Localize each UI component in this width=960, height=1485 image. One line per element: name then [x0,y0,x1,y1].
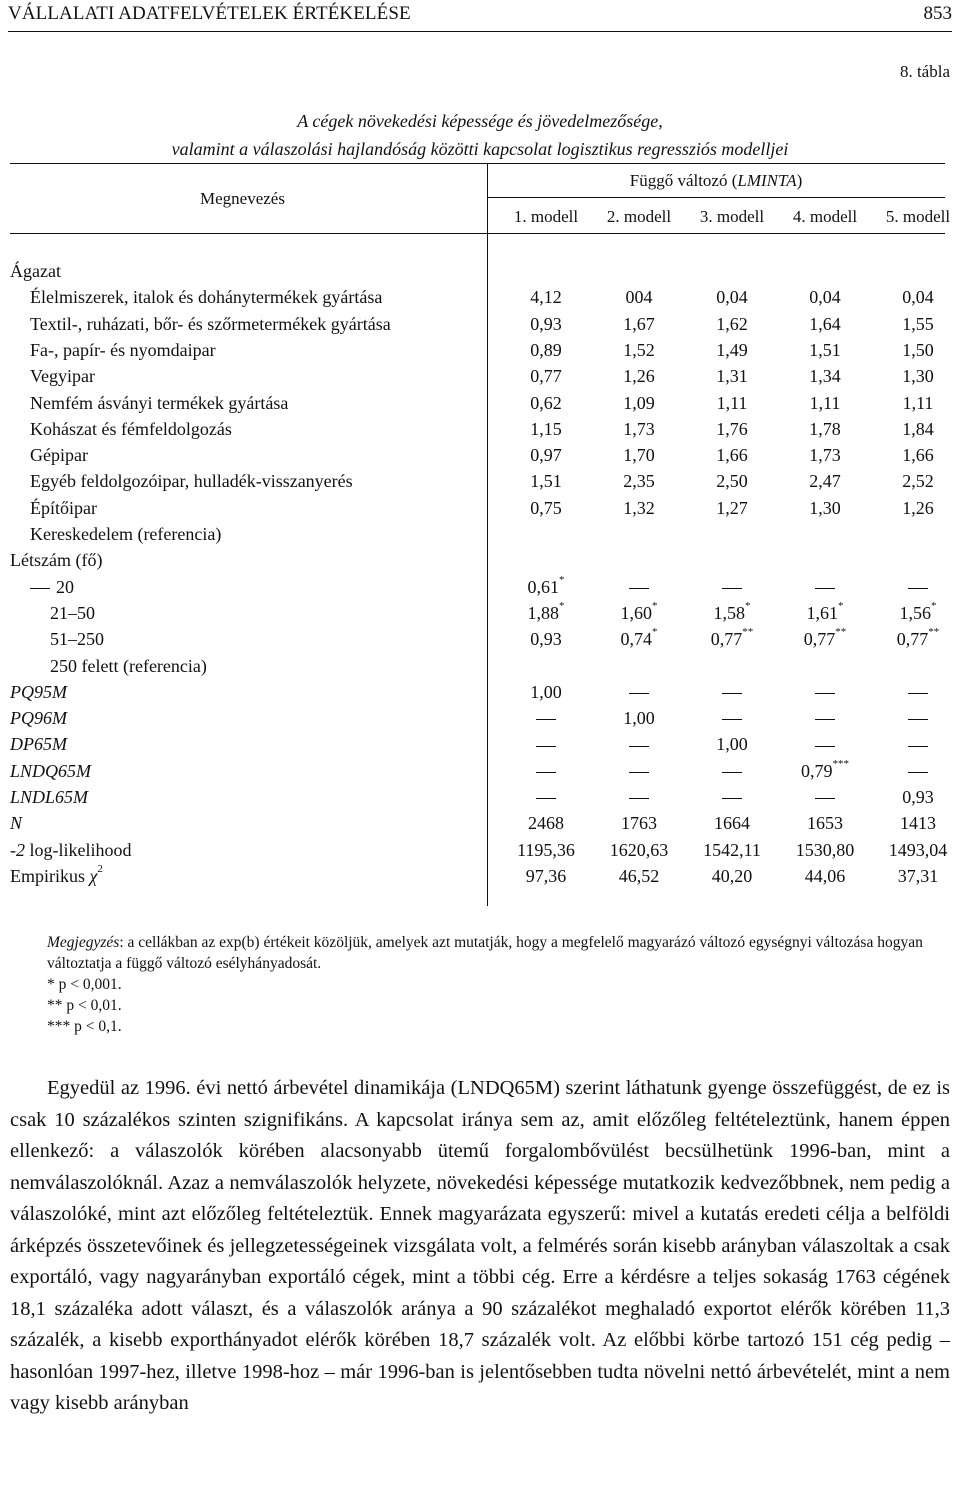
empty-dash [815,746,835,747]
table-cell: 1,67 [623,313,655,334]
row-label: Ágazat [10,261,61,281]
row-label: -2 log-likelihood [10,839,132,860]
table-cell: 1,34 [809,366,841,387]
empty-dash [629,693,649,694]
row-label: 20 [30,576,74,598]
table-caption-line-2: valamint a válaszolási hajlandóság közötti kapcsolat logisztikus regressziós modelljei [171,139,789,159]
empty-dash [815,588,835,589]
table-note [10,932,945,1037]
header-bottom-rule [10,233,945,234]
table-cell: 2,50 [716,471,748,492]
table-cell: 1,00 [716,734,748,755]
table-cell: 1,30 [809,497,841,518]
empty-dash [908,588,928,589]
row-label: Nemfém ásványi termékek gyártása [30,392,289,413]
table-cell: 2468 [528,813,564,834]
row-label: LNDL65M [10,787,89,807]
table-cell: 0,93 [530,629,562,650]
table-cell: 1,70 [623,445,655,466]
running-title: VÁLLALATI ADATFELVÉTELEK ÉRTÉKELÉSE [8,3,411,24]
header-rule [8,31,952,32]
empty-dash [908,746,928,747]
table-cell [780,733,870,755]
table-cell [594,576,684,598]
row-label: PQ96M [10,708,67,729]
table-cell: 1,56* [899,599,937,623]
table-cell: 1664 [714,813,750,834]
table-cell: 44,06 [804,865,846,886]
empty-dash [536,798,556,799]
table-cell [501,786,591,808]
table-cell: 37,31 [897,865,939,886]
table-cell: 1,52 [623,339,655,360]
table-cell [873,707,960,729]
model-header-1: 1. modell [513,207,579,226]
table-cell: 1,31 [716,366,748,387]
significance-level-3: *** p < 0,1. [47,1018,122,1035]
table-cell [873,760,960,782]
row-label: Textil-, ruházati, bőr- és szőrmetermékek gyártása [30,313,391,334]
empty-dash [629,588,649,589]
row-label: Élelmiszerek, italok és dohánytermékek gyártása [30,287,383,308]
row-label: Vegyipar [30,366,95,387]
table-cell: 0,62 [530,392,562,413]
table-label: 8. tábla [899,62,950,81]
table-cell: 1,11 [716,392,748,413]
table-cell: 46,52 [618,865,660,886]
body-paragraph: Egyedül az 1996. évi nettó árbevétel dinamikája (LNDQ65M) szerint láthatunk gyenge összefüggést, de ez is csak 10 százalékos szinten szignifikáns. A kapcsolat iránya sem az, amit előzőleg feltételeztünk, hanem éppen ellenkező: a válaszolók körében alacsonyabb ütemű forgalombővülést becsülhetünk 1996-ban, mint a nemválaszolóknál. Azaz a nemválaszolók helyzete, növekedési képessége mutatkozik kedvezőbbnek, nem pedig a válaszolóké, mint azt előzőleg feltételeztük. Ennek magyarázata egyszerű: mivel a kutatás eredeti célja a belföldi árképzés összetevőinek és jellegzetességeinek vizsgálata volt, a felmérés során kisebb arányban válaszoltak a csak exportáló, vagy nagyarányban exportáló cégek, mint a többi cég. Erre a kérdésre a teljes sokaság 1763 cégének 18,1 százaléka adott választ, és a válaszolók aránya a 90 százalékot meghaladó exportot elérők körében 11,3 százalék, a kisebb exporthányadot elérők körében 18,7 százalék volt. Az előbbi körbe tartozó 151 cég pedig – hasonlóan 1997-hez, illetve 1998-hoz – már 1996-ban is jelentősebben tudta növelni nettó árbevételét, mint a nem vagy kisebb arányban [10,1077,950,1414]
table-cell [501,733,591,755]
table-cell [780,707,870,729]
table-cell: 1,51 [809,339,841,360]
table-cell: 1,76 [716,418,748,439]
empty-dash [722,693,742,694]
table-cell: 1,66 [716,445,748,466]
table-cell [594,760,684,782]
table-cell: 1,30 [902,366,934,387]
table-cell [501,707,591,729]
table-cell: 1,51 [530,471,562,492]
empty-dash [722,772,742,773]
row-label: 21–50 [50,602,95,623]
table-cell: 1,26 [902,497,934,518]
table-cell: 1,00 [623,708,655,729]
table-top-rule [10,163,945,164]
table-cell: 0,61* [527,573,565,597]
table-cell: 1,73 [623,418,655,439]
model-header-2: 2. modell [606,207,672,226]
table-cell: 1,61* [806,599,844,623]
table-cell: 1530,80 [795,839,855,860]
table-cell: 0,74* [620,626,658,650]
row-label: DP65M [10,734,67,755]
table-cell [780,576,870,598]
table-cell: 1620,63 [609,839,669,860]
column-separator [487,163,488,906]
empty-dash [629,746,649,747]
table-cell: 1,55 [902,313,934,334]
empty-dash [536,746,556,747]
row-label: Gépipar [30,445,88,466]
table-cell: 1542,11 [703,839,761,860]
table-cell: 1,09 [623,392,655,413]
empty-dash [815,719,835,720]
body-text [10,1073,950,1420]
dependent-var-rule [487,197,945,198]
row-label: Kohászat és fémfeldolgozás [30,418,232,439]
table-cell: 1,32 [623,497,655,518]
row-label: 51–250 [50,629,104,650]
running-header [8,0,952,30]
table-cell: 0,04 [809,287,841,308]
table-cell: 0,77** [710,626,754,650]
table-cell: 0,04 [716,287,748,308]
table-cell: 2,47 [809,471,841,492]
table-cell: 1,64 [809,313,841,334]
page-number: 853 [923,3,952,24]
table-cell: 1,49 [716,339,748,360]
empty-dash [722,798,742,799]
table-cell: 1,00 [530,681,562,702]
table-cell: 1,26 [623,366,655,387]
empty-dash [722,588,742,589]
table-cell: 0,93 [902,787,934,807]
table-cell [687,681,777,703]
table-cell [873,576,960,598]
row-label: Egyéb feldolgozóipar, hulladék-visszanyerés [30,471,353,492]
empty-dash [629,798,649,799]
dependent-variable-header [487,170,945,192]
table-cell: 1,62 [716,313,748,334]
table-cell [594,733,684,755]
row-label: 250 felett (referencia) [50,655,207,676]
empty-dash [536,719,556,720]
row-label: LNDQ65M [10,760,92,781]
table-cell: 1763 [621,813,657,834]
table-cell: 1,78 [809,418,841,439]
row-label: Építőipar [30,497,97,518]
row-label: Empirikus $\chi^2$ [10,862,103,886]
table-cell: 1,15 [530,418,562,439]
significance-level-2: ** p < 0,01. [47,997,122,1014]
row-label: Kereskedelem (referencia) [30,524,222,544]
table-cell: 1,58* [713,599,751,623]
table-cell: 0,93 [530,313,562,334]
name-column-header: Megnevezés [200,189,285,208]
dependent-var-name: LMINTA [737,171,797,190]
table-cell: 1413 [900,813,936,834]
table-cell [780,681,870,703]
regression-table [10,163,951,906]
empty-dash [629,772,649,773]
table-cell: 0,89 [530,339,562,360]
table-cell: 0,79*** [801,757,849,781]
table-cell [780,786,870,808]
significance-level-1: * p < 0,001. [47,976,122,993]
dependent-prefix: Függő változó ( [629,171,738,190]
empty-dash [908,772,928,773]
table-cell: 97,36 [525,865,567,886]
table-cell: 1,11 [902,392,934,413]
table-cell [594,786,684,808]
table-cell [594,681,684,703]
empty-dash [908,693,928,694]
table-cell: 4,12 [530,287,562,308]
table-cell [873,733,960,755]
model-header-5: 5. modell [885,207,951,226]
table-cell: 1195,36 [517,839,575,860]
row-label: Fa-, papír- és nyomdaipar [30,339,216,360]
table-cell: 1653 [807,813,843,834]
empty-dash [908,719,928,720]
table-cell: 0,77 [530,366,562,387]
note-label: Megjegyzés [47,934,120,951]
empty-dash [536,772,556,773]
table-cell: 0,75 [530,497,562,518]
table-cell: 2,35 [623,471,655,492]
note-text: : a cellákban az exp(b) értékeit közöljük, amelyek azt mutatják, hogy a megfelelő magyarázó változó egységnyi változása hogyan változtatja a függő változó esélyhányadosát. [47,934,923,972]
table-cell: 0,97 [530,445,562,466]
table-cell [687,786,777,808]
empty-dash [815,693,835,694]
table-cell: 0,77** [896,626,940,650]
table-cell [687,707,777,729]
table-caption-line-1: A cégek növekedési képessége és jövedelmezősége, [297,111,663,131]
table-cell: 1,66 [902,445,934,466]
row-label: Létszám (fő) [10,550,103,571]
table-cell: 1,27 [716,497,748,518]
table-cell: 0,77** [803,626,847,650]
dependent-suffix: ) [796,171,803,190]
table-cell: 1,60* [620,599,658,623]
model-header-3: 3. modell [699,207,765,226]
table-cell: 004 [625,287,653,308]
row-label: PQ95M [10,681,67,702]
less-than-dash [30,588,50,589]
empty-dash [722,719,742,720]
table-cell [873,681,960,703]
table-cell [687,576,777,598]
table-cell [687,760,777,782]
table-cell: 0,04 [902,287,934,308]
model-header-4: 4. modell [792,207,858,226]
table-cell: 1,88* [527,599,565,623]
table-cell: 40,20 [711,865,753,886]
table-cell: 1,84 [902,418,934,439]
table-cell: 2,52 [902,471,934,492]
table-cell: 1,50 [902,339,934,360]
table-cell [501,760,591,782]
empty-dash [815,798,835,799]
table-cell: 1493,04 [888,839,948,860]
table-cell: 1,73 [809,445,841,466]
table-cell: 1,11 [809,392,841,413]
row-label: N [10,813,23,834]
